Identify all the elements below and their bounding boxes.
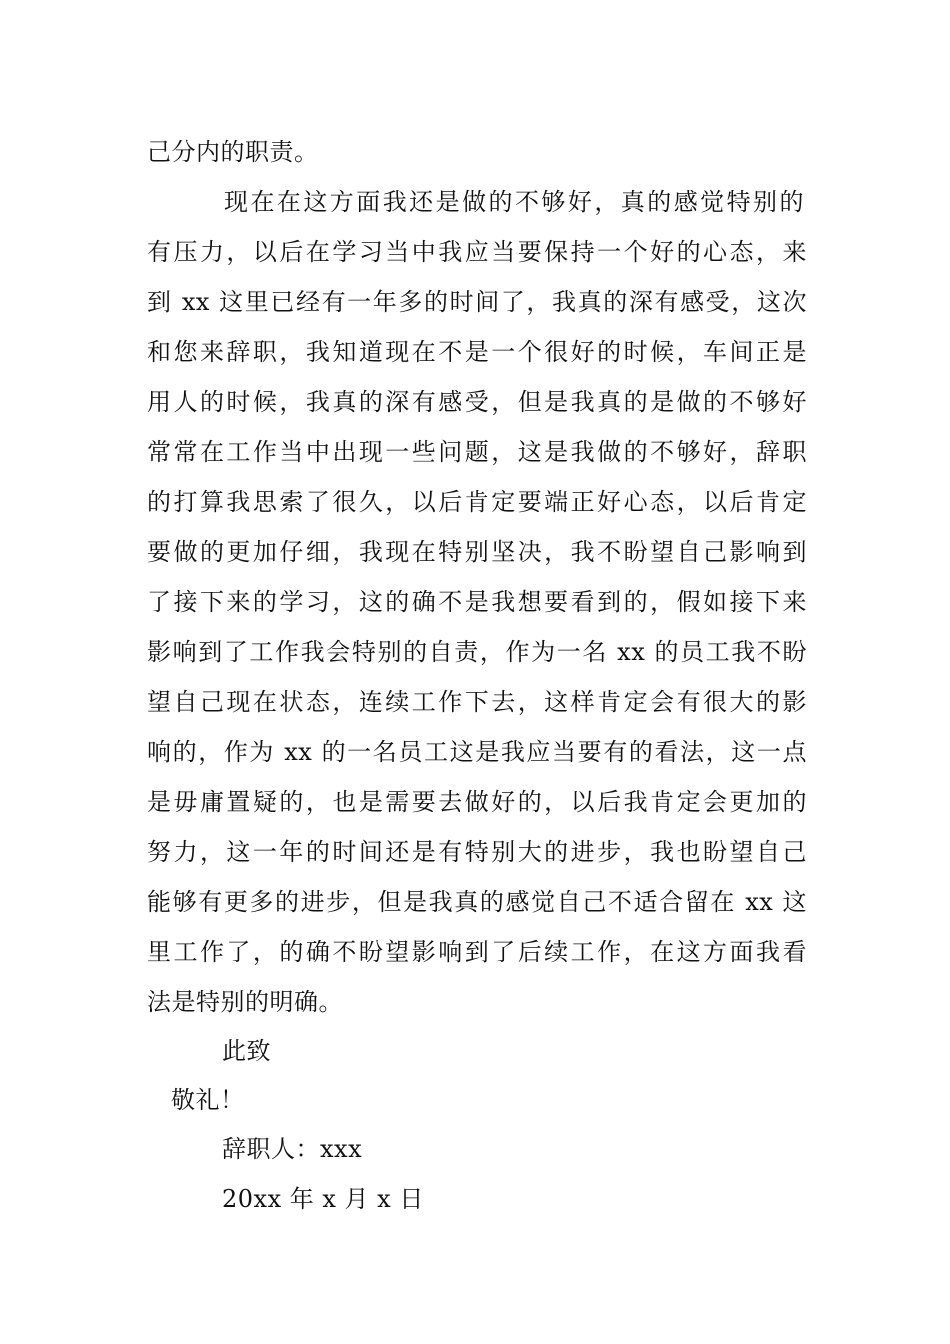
paragraph-line: 法是特别的明确。 xyxy=(147,988,343,1016)
paragraph-line: 用人的时候，我真的深有感受，但是我真的是做的不够好 xyxy=(147,388,807,416)
paragraph-line: 响的，作为 xx 的一名员工这是我应当要有的看法，这一点 xyxy=(147,738,807,766)
paragraph-line: 影响到了工作我会特别的自责，作为一名 xx 的员工我不盼 xyxy=(147,638,807,666)
paragraph-line: 望自己现在状态，连续工作下去，这样肯定会有很大的影 xyxy=(147,688,807,716)
paragraph-line: 了接下来的学习，这的确不是我想要看到的，假如接下来 xyxy=(147,588,807,616)
paragraph-line: 能够有更多的进步，但是我真的感觉自己不适合留在 xx 这 xyxy=(147,888,807,916)
paragraph-line: 常常在工作当中出现一些问题，这是我做的不够好，辞职 xyxy=(147,438,807,466)
paragraph-line: 己分内的职责。 xyxy=(147,138,319,166)
paragraph-line: 的打算我思索了很久，以后肯定要端正好心态，以后肯定 xyxy=(147,488,807,516)
paragraph-line: 和您来辞职，我知道现在不是一个很好的时候，车间正是 xyxy=(147,338,807,366)
date-line: 20xx 年 x 月 x 日 xyxy=(222,1185,424,1213)
paragraph-line: 到 xx 这里已经有一年多的时间了，我真的深有感受，这次 xyxy=(147,288,807,316)
signature-line: 辞职人：xxx xyxy=(222,1135,363,1163)
paragraph-line: 要做的更加仔细，我现在特别坚决，我不盼望自己影响到 xyxy=(147,538,807,566)
paragraph-line: 努力，这一年的时间还是有特别大的进步，我也盼望自己 xyxy=(147,838,807,866)
paragraph-line: 有压力，以后在学习当中我应当要保持一个好的心态，来 xyxy=(147,238,807,266)
salute-text: 敬礼！ xyxy=(171,1086,245,1114)
paragraph-line: 是毋庸置疑的，也是需要去做好的，以后我肯定会更加的 xyxy=(147,788,807,816)
paragraph-line: 里工作了，的确不盼望影响到了后续工作，在这方面我看 xyxy=(147,938,807,966)
paragraph-line: 现在在这方面我还是做的不够好，真的感觉特别的 xyxy=(224,188,804,216)
closing-text: 此致 xyxy=(222,1037,271,1065)
